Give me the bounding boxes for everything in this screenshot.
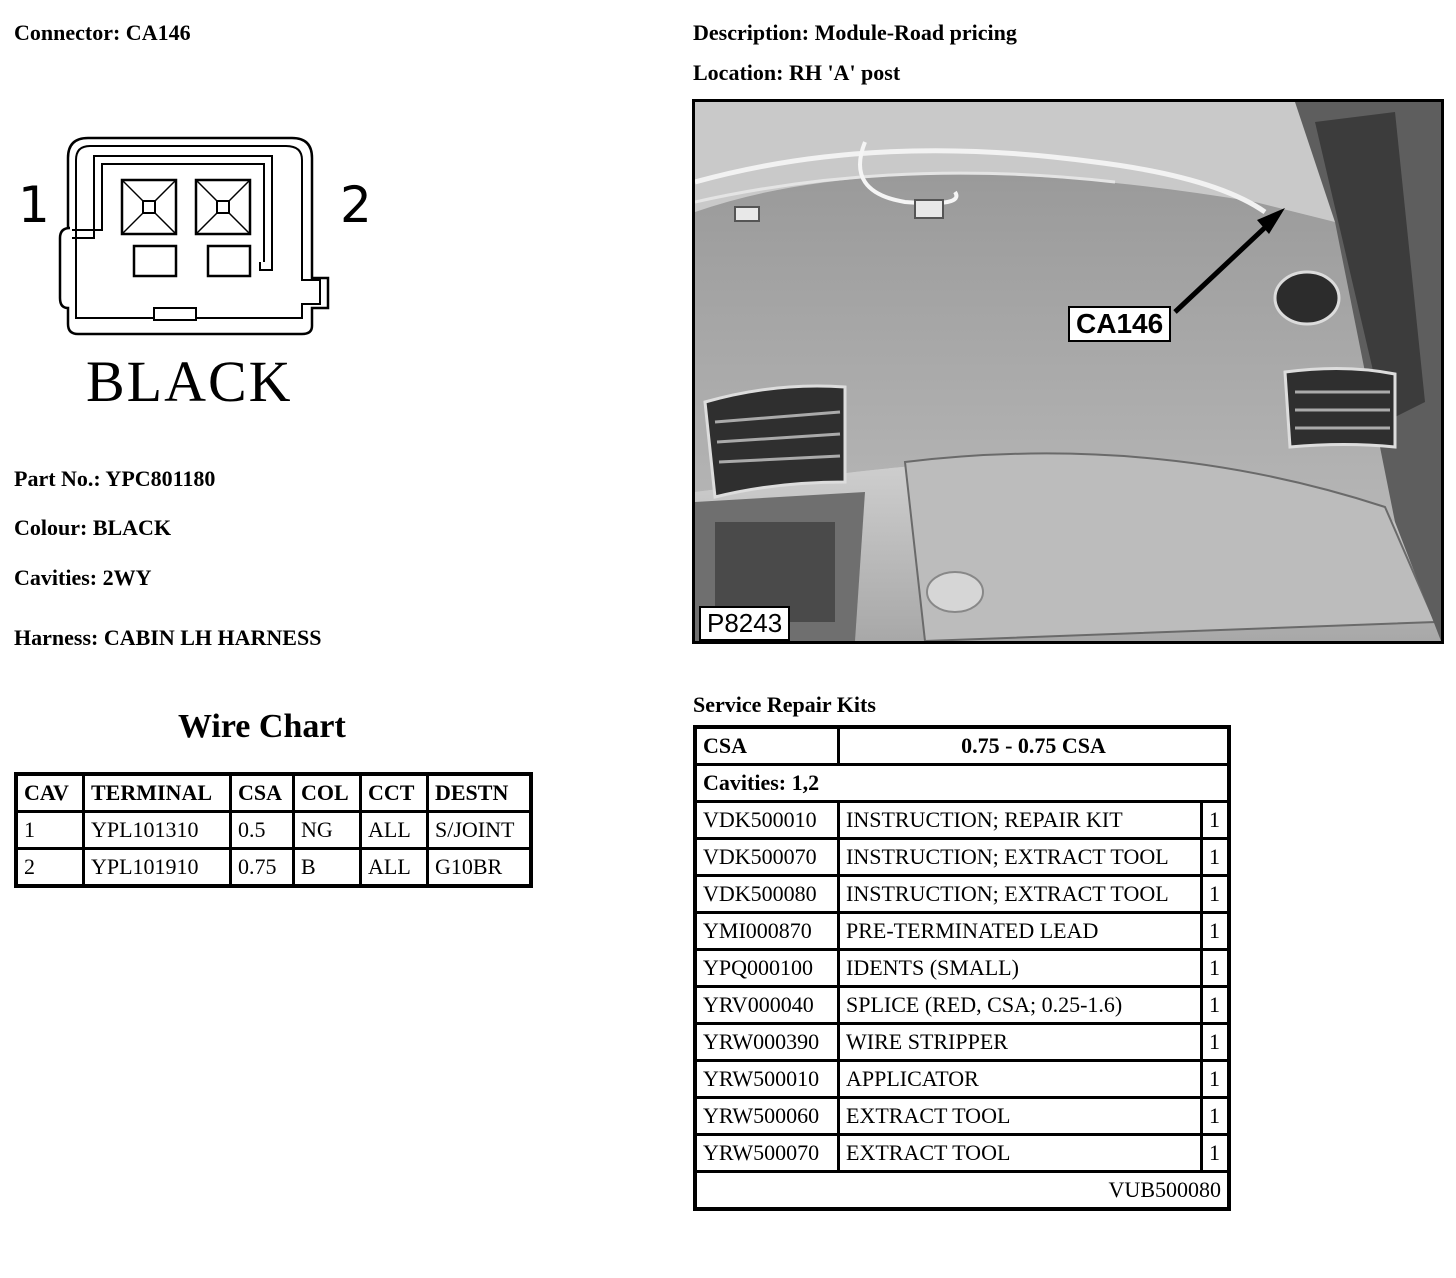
kit-part: VDK500080: [695, 876, 839, 913]
kit-qty: 1: [1202, 950, 1230, 987]
table-row: [695, 913, 1229, 950]
kit-description: PRE-TERMINATED LEAD: [839, 913, 1202, 950]
pin-2-label: 2: [340, 176, 372, 234]
connector-label: Connector: CA146: [14, 20, 191, 45]
table-row: [695, 1024, 1229, 1061]
kit-qty: 1: [1202, 1061, 1230, 1098]
kit-code-row: [695, 1172, 1229, 1210]
table-row: [695, 876, 1229, 913]
kit-part: YRW500070: [695, 1135, 839, 1172]
kit-qty: 1: [1202, 1024, 1230, 1061]
cell: 2: [16, 849, 84, 887]
photo-ref: P8243: [699, 606, 790, 641]
kit-code: VUB500080: [695, 1172, 1229, 1210]
pin-1-label: 1: [18, 176, 50, 234]
callout-label: CA146: [1068, 306, 1171, 342]
kit-qty: 1: [1202, 913, 1230, 950]
cavity-2: [196, 180, 250, 276]
col-cav: CAV: [16, 774, 84, 812]
kit-description: SPLICE (RED, CSA; 0.25-1.6): [839, 987, 1202, 1024]
kit-qty: 1: [1202, 987, 1230, 1024]
csa-label: CSA: [695, 727, 839, 765]
part-number: Part No.: YPC801180: [14, 466, 216, 491]
wire-chart-header-row: [16, 774, 531, 812]
kit-qty: 1: [1202, 839, 1230, 876]
dashboard-illustration: [695, 102, 1441, 641]
col-col: COL: [294, 774, 361, 812]
col-cct: CCT: [361, 774, 428, 812]
wire-chart-table: [14, 772, 533, 888]
location-photo: [692, 99, 1444, 644]
kit-qty: 1: [1202, 1135, 1230, 1172]
cell: NG: [294, 812, 361, 849]
cell: B: [294, 849, 361, 887]
cell: S/JOINT: [428, 812, 532, 849]
table-row: [695, 1098, 1229, 1135]
col-csa: CSA: [231, 774, 294, 812]
table-row: [695, 802, 1229, 839]
harness: Harness: CABIN LH HARNESS: [14, 625, 322, 650]
cell: ALL: [361, 849, 428, 887]
wire-chart-title: Wire Chart: [178, 708, 346, 745]
csa-row: [695, 727, 1229, 765]
kit-description: IDENTS (SMALL): [839, 950, 1202, 987]
kit-description: INSTRUCTION; EXTRACT TOOL: [839, 876, 1202, 913]
kit-part: YPQ000100: [695, 950, 839, 987]
cell: 0.75: [231, 849, 294, 887]
kit-description: EXTRACT TOOL: [839, 1098, 1202, 1135]
kit-description: WIRE STRIPPER: [839, 1024, 1202, 1061]
kit-part: YRW500010: [695, 1061, 839, 1098]
kit-description: INSTRUCTION; REPAIR KIT: [839, 802, 1202, 839]
colour: Colour: BLACK: [14, 515, 172, 540]
table-row: [16, 849, 531, 887]
cell: ALL: [361, 812, 428, 849]
csa-value: 0.75 - 0.75 CSA: [839, 727, 1230, 765]
kit-cavities: Cavities: 1,2: [695, 765, 1229, 802]
col-destn: DESTN: [428, 774, 532, 812]
cell: 0.5: [231, 812, 294, 849]
repair-kits-table: [693, 725, 1231, 1211]
col-terminal: TERMINAL: [84, 774, 231, 812]
location: Location: RH 'A' post: [693, 60, 901, 85]
kit-description: APPLICATOR: [839, 1061, 1202, 1098]
cavities-row: [695, 765, 1229, 802]
table-row: [695, 987, 1229, 1024]
cell: YPL101310: [84, 812, 231, 849]
cell: 1: [16, 812, 84, 849]
kit-description: EXTRACT TOOL: [839, 1135, 1202, 1172]
cell: YPL101910: [84, 849, 231, 887]
kit-part: YMI000870: [695, 913, 839, 950]
connector-colour-word: BLACK: [86, 349, 293, 414]
kit-qty: 1: [1202, 876, 1230, 913]
table-row: [695, 1061, 1229, 1098]
kit-part: YRW000390: [695, 1024, 839, 1061]
kit-qty: 1: [1202, 1098, 1230, 1135]
cavity-1: [122, 180, 176, 276]
cell: G10BR: [428, 849, 532, 887]
kit-qty: 1: [1202, 802, 1230, 839]
table-row: [695, 1135, 1229, 1172]
repair-kits-title: Service Repair Kits: [693, 692, 876, 717]
table-row: [16, 812, 531, 849]
kit-description: INSTRUCTION; EXTRACT TOOL: [839, 839, 1202, 876]
left-vent-graphic: [705, 386, 845, 497]
cavities: Cavities: 2WY: [14, 565, 152, 590]
kit-part: YRV000040: [695, 987, 839, 1024]
kit-part: YRW500060: [695, 1098, 839, 1135]
kit-part: VDK500010: [695, 802, 839, 839]
table-row: [695, 950, 1229, 987]
table-row: [695, 839, 1229, 876]
right-vent-graphic: [1285, 368, 1395, 447]
kit-part: VDK500070: [695, 839, 839, 876]
description: Description: Module-Road pricing: [693, 20, 1017, 45]
